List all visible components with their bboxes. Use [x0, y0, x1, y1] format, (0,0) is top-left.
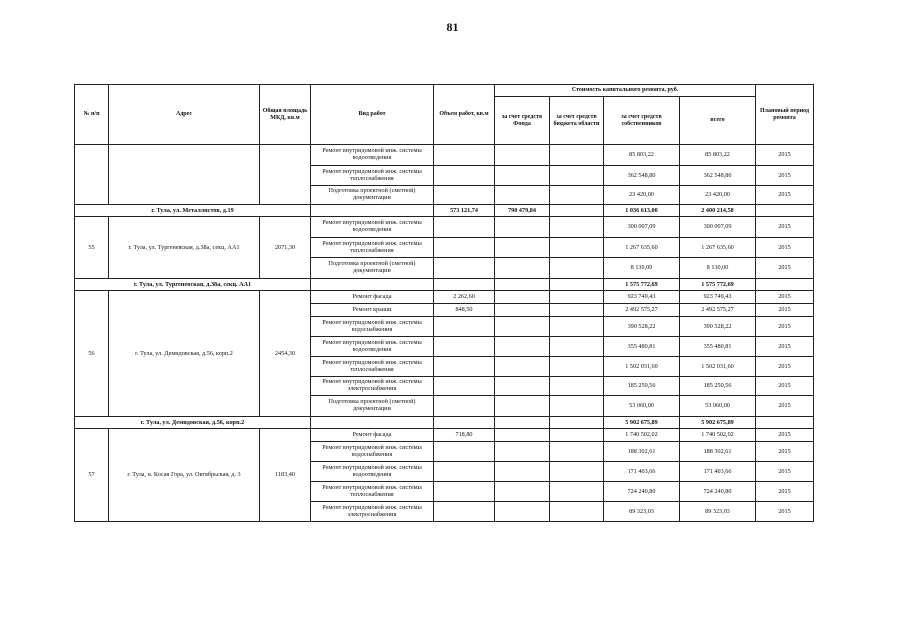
- total-row: [75, 279, 814, 291]
- cell-fund: [495, 186, 550, 205]
- cell-total: 2 492 575,27: [680, 304, 756, 317]
- cell-owners: 923 749,43: [604, 291, 680, 304]
- cell-volume: [434, 357, 495, 377]
- cell-owners: 355 480,81: [604, 337, 680, 357]
- cell-work: Ремонт внутридомовой инж. системы водоотведения: [311, 217, 434, 238]
- cell-work: [311, 417, 434, 429]
- header-cost-group: Стоимость капитального ремонта, руб.: [495, 85, 756, 97]
- cell-owners: 171 403,66: [604, 462, 680, 482]
- cell-empty: [550, 205, 604, 217]
- header-total: всего: [680, 97, 756, 145]
- cell-owners: 53 060,00: [604, 396, 680, 417]
- cell-volume: 848,50: [434, 304, 495, 317]
- cell-budget: [550, 442, 604, 462]
- cell-work: Подготовка проектной (сметной) документации: [311, 396, 434, 417]
- cell-num: 55: [75, 217, 109, 279]
- cell-work: Ремонт внутридомовой инж. системы водоотведения: [311, 462, 434, 482]
- cell-budget: [550, 217, 604, 238]
- cell-fund: [495, 258, 550, 279]
- cell-budget: [550, 238, 604, 258]
- total-fund: 573 121,74: [434, 205, 495, 217]
- cell-fund: [495, 304, 550, 317]
- cell-volume: [434, 279, 495, 291]
- cell-year: 2015: [756, 145, 814, 166]
- cell-budget: [550, 186, 604, 205]
- cell-total: 923 749,43: [680, 291, 756, 304]
- cell-area: 2071,30: [260, 217, 311, 279]
- cell-volume: [434, 258, 495, 279]
- header-fund: за счет средств Фонда: [495, 97, 550, 145]
- cell-owners: 85 803,22: [604, 145, 680, 166]
- cell-volume: [434, 462, 495, 482]
- cell-total: 89 323,03: [680, 502, 756, 522]
- cell-total: 185 250,56: [680, 377, 756, 396]
- cell-year: 2015: [756, 502, 814, 522]
- cell-volume: [434, 217, 495, 238]
- cell-budget: [550, 304, 604, 317]
- cell-fund: [495, 145, 550, 166]
- cell-work: Подготовка проектной (сметной) документации: [311, 186, 434, 205]
- header-year: Плановый период ремонта: [756, 85, 814, 145]
- cell-total: 724 240,80: [680, 482, 756, 502]
- cell-year: 2015: [756, 258, 814, 279]
- cell-budget: [550, 258, 604, 279]
- cell-fund: [495, 502, 550, 522]
- cell-fund: [495, 377, 550, 396]
- header-address: Адрес: [109, 85, 260, 145]
- page-number: 81: [446, 20, 459, 34]
- cell-owners: 724 240,80: [604, 482, 680, 502]
- cell-volume: [434, 502, 495, 522]
- cell-owners: 89 323,03: [604, 502, 680, 522]
- cell-total: 300 007,09: [680, 217, 756, 238]
- cell-fund: [495, 417, 550, 429]
- cell-fund: [495, 217, 550, 238]
- cell-work: Ремонт крыши: [311, 304, 434, 317]
- header-volume: Объем работ, кв.м: [434, 85, 495, 145]
- cell-work: Ремонт внутридомовой инж. системы теплоснабжения: [311, 238, 434, 258]
- cell-volume: [434, 337, 495, 357]
- header-work-type: Вид работ: [311, 85, 434, 145]
- cell-owners: 1 502 031,60: [604, 357, 680, 377]
- cell-total: 390 528,22: [680, 317, 756, 337]
- cell-total: 23 420,00: [680, 186, 756, 205]
- cell-volume: [434, 442, 495, 462]
- cell-budget: [550, 377, 604, 396]
- cell-address: г. Тула, ул. Тургеневская, д.38а, секц. АА1: [109, 217, 260, 279]
- total-budget: 790 479,84: [495, 205, 550, 217]
- cell-volume: [434, 166, 495, 186]
- cell-owners: 2 492 575,27: [604, 304, 680, 317]
- cell-total: 8 130,00: [680, 258, 756, 279]
- cell-total: 362 548,80: [680, 166, 756, 186]
- table-row: [75, 429, 814, 442]
- cell-num: 57: [75, 429, 109, 522]
- cell-year: 2015: [756, 304, 814, 317]
- cell-budget: [550, 357, 604, 377]
- cell-budget: [550, 429, 604, 442]
- cell-address: г. Тула, п. Косая Гора, ул. Октябрьская, д. 3: [109, 429, 260, 522]
- total-row: [75, 417, 814, 429]
- cell-year: 2015: [756, 482, 814, 502]
- cell-work: Ремонт внутридомовой инж. системы электроснабжения: [311, 377, 434, 396]
- cell-budget: [550, 396, 604, 417]
- cell-budget: [550, 291, 604, 304]
- cell-fund: [495, 238, 550, 258]
- cell-fund: [495, 482, 550, 502]
- cell-total: 1 740 502,02: [680, 429, 756, 442]
- total-address: г. Тула, ул. Металлистов, д.19: [75, 205, 311, 217]
- header-budget: за счет средств бюджета области: [550, 97, 604, 145]
- cell-work: Ремонт внутридомовой инж. системы водоотведения: [311, 145, 434, 166]
- total-row: [75, 205, 814, 217]
- total-address: г. Тула, ул. Тургеневская, д.38а, секц. АА1: [75, 279, 311, 291]
- cell-area: 2454,30: [260, 291, 311, 417]
- cell-budget: [550, 482, 604, 502]
- cell-year: 2015: [756, 377, 814, 396]
- cell-year: [756, 205, 814, 217]
- cell-fund: [495, 429, 550, 442]
- cell-volume: [434, 238, 495, 258]
- cell-owners: 300 007,09: [604, 217, 680, 238]
- cell-budget: [550, 145, 604, 166]
- cell-work: Ремонт внутридомовой инж. системы теплоснабжения: [311, 166, 434, 186]
- cell-owners: 23 420,00: [604, 186, 680, 205]
- header-owners: за счет средств собственников: [604, 97, 680, 145]
- cell-volume: [434, 482, 495, 502]
- cell-owners: 362 548,80: [604, 166, 680, 186]
- cell-num: [75, 145, 109, 205]
- cell-area: 1183,40: [260, 429, 311, 522]
- header-row-1: [75, 85, 814, 97]
- cell-year: 2015: [756, 462, 814, 482]
- cell-work: Ремонт внутридомовой инж. системы водоотведения: [311, 337, 434, 357]
- cell-year: 2015: [756, 357, 814, 377]
- total-total: 1 575 772,69: [680, 279, 756, 291]
- cell-volume: [434, 377, 495, 396]
- table-row: [75, 291, 814, 304]
- cell-year: 2015: [756, 291, 814, 304]
- total-total: 2 400 214,58: [680, 205, 756, 217]
- cell-year: 2015: [756, 217, 814, 238]
- cell-work: Ремонт внутридомовой инж. системы электроснабжения: [311, 502, 434, 522]
- cell-work: Ремонт внутридомовой инж. системы водоснабжения: [311, 442, 434, 462]
- total-owners: 1 575 772,69: [604, 279, 680, 291]
- cell-work: Подготовка проектной (сметной) документации: [311, 258, 434, 279]
- cell-owners: 185 250,56: [604, 377, 680, 396]
- cell-fund: [495, 279, 550, 291]
- cell-owners: 1 267 635,60: [604, 238, 680, 258]
- cell-budget: [550, 166, 604, 186]
- cell-total: 1 267 635,60: [680, 238, 756, 258]
- cell-owners: 8 130,00: [604, 258, 680, 279]
- cell-budget: [550, 462, 604, 482]
- cell-work: Ремонт внутридомовой инж. системы водоснабжения: [311, 317, 434, 337]
- cell-work: Ремонт фасада: [311, 429, 434, 442]
- cell-fund: [495, 357, 550, 377]
- header-num: № п/п: [75, 85, 109, 145]
- cell-fund: [495, 337, 550, 357]
- cell-volume: [434, 145, 495, 166]
- cell-area: [260, 145, 311, 205]
- cell-year: 2015: [756, 186, 814, 205]
- cell-year: 2015: [756, 317, 814, 337]
- cell-num: 56: [75, 291, 109, 417]
- cell-fund: [495, 442, 550, 462]
- cell-total: 355 480,81: [680, 337, 756, 357]
- cell-total: 53 060,00: [680, 396, 756, 417]
- cell-budget: [550, 337, 604, 357]
- capital-repair-table: [74, 84, 814, 522]
- table-row: [75, 217, 814, 238]
- cell-fund: [495, 462, 550, 482]
- cell-volume: [434, 396, 495, 417]
- cell-total: 1 502 031,60: [680, 357, 756, 377]
- table-row: [75, 145, 814, 166]
- cell-year: 2015: [756, 337, 814, 357]
- cell-work: Ремонт внутридомовой инж. системы теплоснабжения: [311, 357, 434, 377]
- cell-owners: 188 302,61: [604, 442, 680, 462]
- cell-budget: [550, 502, 604, 522]
- cell-total: 85 803,22: [680, 145, 756, 166]
- total-owners: 5 902 675,89: [604, 417, 680, 429]
- cell-fund: [495, 166, 550, 186]
- total-total: 5 902 675,89: [680, 417, 756, 429]
- cell-volume: 2 262,60: [434, 291, 495, 304]
- cell-work: [311, 205, 434, 217]
- cell-volume: 718,80: [434, 429, 495, 442]
- cell-year: 2015: [756, 442, 814, 462]
- cell-year: 2015: [756, 429, 814, 442]
- cell-owners: 390 528,22: [604, 317, 680, 337]
- cell-budget: [550, 279, 604, 291]
- total-address: г. Тула, ул. Демидовская, д.56, корп.2: [75, 417, 311, 429]
- total-owners: 1 036 613,00: [604, 205, 680, 217]
- cell-year: [756, 279, 814, 291]
- cell-address: [109, 145, 260, 205]
- cell-year: 2015: [756, 396, 814, 417]
- cell-budget: [550, 417, 604, 429]
- cell-fund: [495, 291, 550, 304]
- cell-work: Ремонт внутридомовой инж. системы теплоснабжения: [311, 482, 434, 502]
- cell-volume: [434, 186, 495, 205]
- cell-work: Ремонт фасада: [311, 291, 434, 304]
- cell-address: г. Тула, ул. Демидовская, д.56, корп.2: [109, 291, 260, 417]
- cell-year: 2015: [756, 166, 814, 186]
- cell-total: 188 302,61: [680, 442, 756, 462]
- cell-year: [756, 417, 814, 429]
- cell-fund: [495, 317, 550, 337]
- cell-year: 2015: [756, 238, 814, 258]
- cell-budget: [550, 317, 604, 337]
- cell-fund: [495, 396, 550, 417]
- cell-total: 171 403,66: [680, 462, 756, 482]
- cell-work: [311, 279, 434, 291]
- cell-owners: 1 740 502,02: [604, 429, 680, 442]
- cell-volume: [434, 317, 495, 337]
- header-area: Общая площадь МКД, кв.м: [260, 85, 311, 145]
- cell-volume: [434, 417, 495, 429]
